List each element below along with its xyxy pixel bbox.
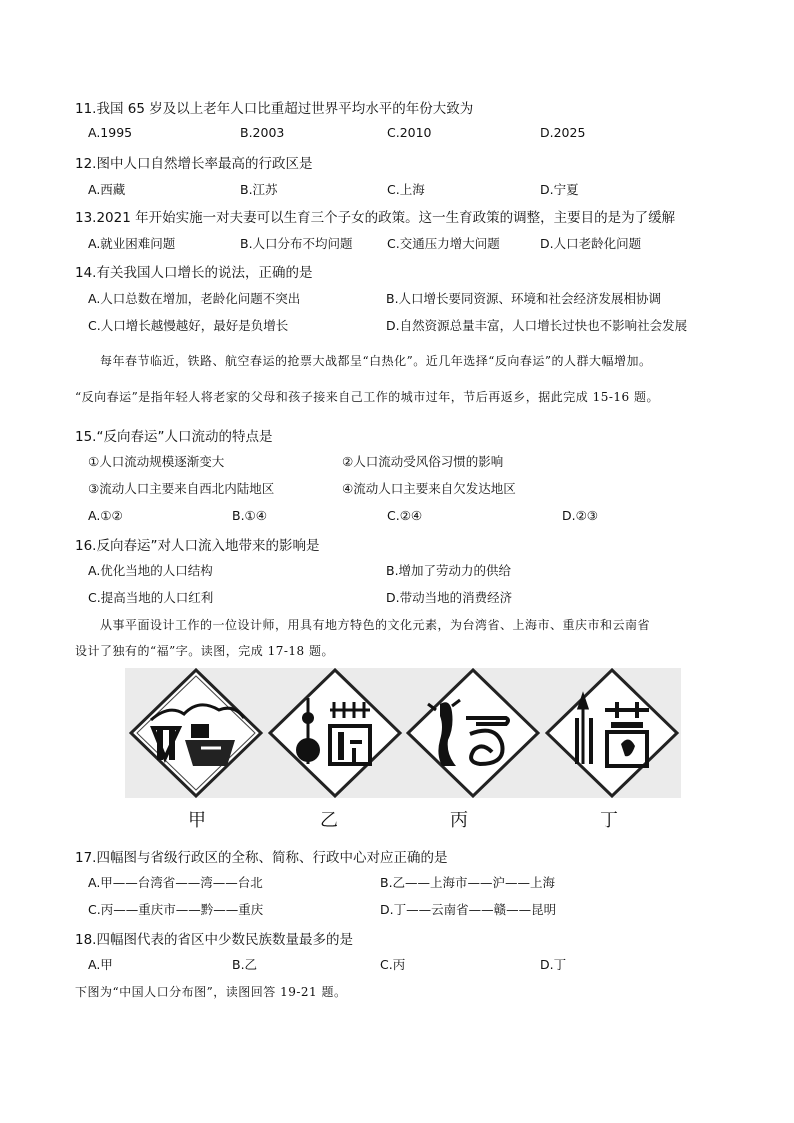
q14-option-b: B.人口增长要同资源、环境和社会经济发展相协调	[386, 291, 662, 306]
q11-option-b: B.2003	[240, 125, 285, 140]
q16-option-b: B.增加了劳动力的供给	[386, 563, 512, 578]
q18-option-c: C.丙	[380, 957, 406, 972]
q17-option-b: B.乙——上海市——沪——上海	[380, 875, 556, 890]
q12-option-d: D.宁夏	[540, 182, 579, 197]
q16-option-a: A.优化当地的人口结构	[88, 563, 213, 578]
fu-label-yi: 乙	[320, 810, 338, 831]
q15-statement-2: ②人口流动受风俗习惯的影响	[342, 454, 504, 469]
q15-statement-3: ③流动人口主要来自西北内陆地区	[88, 481, 275, 496]
q17-stem: 17.四幅图与省级行政区的全称、简称、行政中心对应正确的是	[75, 850, 448, 866]
q12-option-a: A.西藏	[88, 182, 126, 197]
q18-option-a: A.甲	[88, 957, 113, 972]
fu-design-jia	[129, 668, 264, 798]
q17-option-c: C.丙——重庆市——黔——重庆	[88, 902, 264, 917]
q16-option-c: C.提高当地的人口红利	[88, 590, 214, 605]
q12-option-c: C.上海	[387, 182, 425, 197]
q14-option-a: A.人口总数在增加，老龄化问题不突出	[88, 291, 301, 306]
fu-design-bing	[406, 668, 541, 798]
passage2-line1: 从事平面设计工作的一位设计师，用具有地方特色的文化元素，为台湾省、上海市、重庆市和云南省	[100, 618, 651, 632]
q13-stem: 13.2021 年开始实施一对夫妻可以生育三个子女的政策。这一生育政策的调整，主要目的是为了缓解	[75, 210, 676, 226]
q14-option-c: C.人口增长越慢越好，最好是负增长	[88, 318, 289, 333]
q15-statement-4: ④流动人口主要来自欠发达地区	[342, 481, 516, 496]
fu-label-bing: 丙	[450, 810, 468, 831]
q18-option-b: B.乙	[232, 957, 258, 972]
q16-stem: 16.反向春运”对人口流入地带来的影响是	[75, 538, 320, 554]
q11-option-c: C.2010	[387, 125, 432, 140]
fu-label-jia: 甲	[188, 810, 206, 831]
q15-option-a: A.①②	[88, 508, 123, 523]
fu-design-figure	[125, 668, 681, 798]
q14-option-d: D.自然资源总量丰富，人口增长过快也不影响社会发展	[386, 318, 688, 333]
q12-option-b: B.江苏	[240, 182, 278, 197]
q17-option-d: D.丁——云南省——赣——昆明	[380, 902, 557, 917]
q14-stem: 14.有关我国人口增长的说法，正确的是	[75, 265, 313, 281]
q13-option-b: B.人口分布不均问题	[240, 236, 353, 251]
q13-option-a: A.就业困难问题	[88, 236, 176, 251]
q11-stem: 11.我国 65 岁及以上老年人口比重超过世界平均水平的年份大致为	[75, 101, 474, 117]
q11-option-a: A.1995	[88, 125, 133, 140]
q18-stem: 18.四幅图代表的省区中少数民族数量最多的是	[75, 932, 353, 948]
q15-option-c: C.②④	[387, 508, 423, 523]
passage3-line1: 下图为“中国人口分布图”，读图回答 19-21 题。	[75, 985, 347, 999]
q18-option-d: D.丁	[540, 957, 567, 972]
passage1-line2: “反向春运”是指年轻人将老家的父母和孩子接来自己工作的城市过年，节后再返乡，据此完成 15-16 题。	[75, 390, 659, 404]
q15-stem: 15.“反向春运”人口流动的特点是	[75, 429, 273, 445]
passage1-line1: 每年春节临近，铁路、航空春运的抢票大战都呈“白热化”。近几年选择“反向春运”的人群大幅增加。	[100, 354, 652, 368]
q13-option-c: C.交通压力增大问题	[387, 236, 500, 251]
q13-option-d: D.人口老龄化问题	[540, 236, 642, 251]
q15-statement-1: ①人口流动规模逐渐变大	[88, 454, 225, 469]
fu-design-yi	[268, 668, 403, 798]
fu-design-ding	[545, 668, 680, 798]
q15-option-b: B.①④	[232, 508, 267, 523]
q16-option-d: D.带动当地的消费经济	[386, 590, 513, 605]
passage2-line2: 设计了独有的“福”字。读图，完成 17-18 题。	[75, 644, 334, 658]
q17-option-a: A.甲——台湾省——湾——台北	[88, 875, 263, 890]
q15-option-d: D.②③	[562, 508, 599, 523]
fu-label-ding: 丁	[600, 810, 618, 831]
q12-stem: 12.图中人口自然增长率最高的行政区是	[75, 156, 313, 172]
q11-option-d: D.2025	[540, 125, 586, 140]
